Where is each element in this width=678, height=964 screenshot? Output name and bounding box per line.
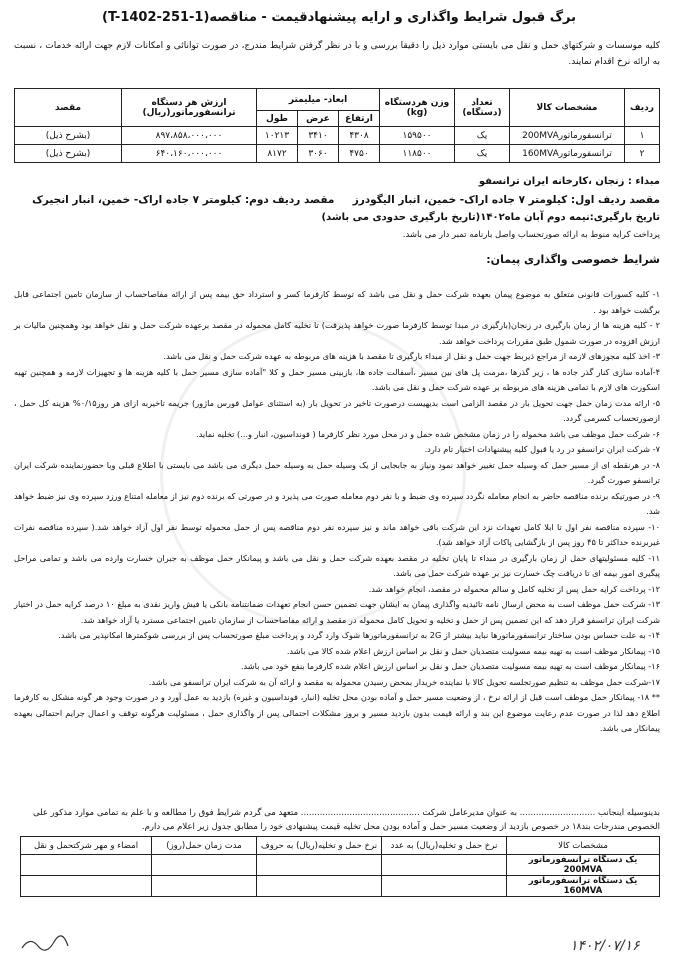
duration-field[interactable] — [152, 855, 257, 876]
destinations-line — [14, 192, 660, 208]
cell-wid: ۳۰۶۰ — [298, 145, 339, 163]
table-row — [21, 876, 660, 897]
list-item: ۱۳- شرکت حمل موظف است به محض ارسال نامه تائیدیه واگذاری پیمان به ایشان جهت تضمین حسن انجام تعهدات ضمانتنامه بانکی یا فیش واریز نقدی به مبلغ ۱۰ درصد کرایه حمل در اختیار شرکت ایران ترانسفو قرار دهد که این تضمین پس از حمل و تخلیه و تحویل کامل محموله در مقصد و ارائه مفاصاحساب از سازمان تامین اجتماعی مسترد یا آزاد خواهد شد. — [14, 599, 660, 625]
cell-spec: ترانسفورماتور200MVA — [510, 127, 625, 145]
page-title: برگ قبول شرایط واگذاری و ارایه پیشنهادقیمت - مناقصه(T-1402-251-1) — [102, 10, 576, 25]
handwritten-date: ۱۴۰۲/۰۷/۱۶ — [570, 938, 640, 954]
col-spec: مشخصات کالا — [507, 837, 660, 855]
list-item: ۳- اخذ کلیه مجوزهای لازمه از مراجع ذیربط جهت حمل و نقل از مبداء بارگیری تا مقصد با هزینه های مربوطه به عهده شرکت حمل و نقل می باشد. — [163, 351, 660, 361]
col-count: تعداد (دستگاه) — [455, 89, 510, 127]
list-item: ۱۷-شرکت حمل موظف به تنظیم صورتجلسه تحویل کالا با نماینده خریدار بمحض رسیدن محموله به مقصد و ارائه آن به شرکت ایران ترانسفو می باشد. — [148, 676, 660, 687]
origin-text: مبداء : زنجان ،کارخانه ایران ترانسفو — [478, 176, 660, 187]
cell-spec: یک دستگاه ترانسفورماتور 160MVA — [507, 876, 660, 897]
col-value: ارزش هر دستگاه ترانسفورماتور(ریال) — [122, 89, 257, 127]
col-weight: وزن هردستگاه (kg) — [380, 89, 455, 127]
destination-1: مقصد ردیف اول: کیلومتر ۷ جاده اراک- خمین، انبار الیگودرز — [352, 194, 660, 206]
col-signature: امضاء و مهر شرکتحمل و نقل — [21, 837, 152, 855]
intro-text: کلیه موسسات و شرکتهای حمل و نقل می بایستی موارد ذیل را دقیقا بررسی و با در نظر گرفتن شرایط مندرج، در صورت توانائی و امکانات لازم جهت ارائه خدمات ، نسبت به ارائه نرخ اقدام نمایند. — [14, 41, 660, 67]
list-item: ۲ - کلیه هزینه ها از زمان بارگیری در زنجان(بارگیری در مبدا توسط کارفرما صورت خواهد پذیرفت) تا تخلیه کامل محموله در مقصد برعهده شرکت حمل و نقل خواهد بود وهمچنین مالیات بر ارزش افزوده در صورت شمول طبق مقررات پرداخت خواهد شد. — [14, 320, 660, 346]
col-hgt: ارتفاع — [339, 111, 380, 127]
declaration-text: بدینوسیله اینجانب ............................ به عنوان مدیرعامل شرکت ............................................ متعهد می گردم شرایط فوق را مطالعه و با علم به تمامی موارد مذکور علی الخصوص مندرجات بند۱۸ در خصوص بازدید از وضعیت مسیر حمل و آماده بودن محل تخلیه قیمت پیشنهادی خود را مطابق جدول زیر اعلام می دارم. — [32, 808, 660, 832]
table-row — [15, 145, 660, 163]
conditions-list — [14, 287, 660, 737]
loading-date: تاریخ بارگیری:نیمه دوم آبان ماه۱۴۰۲(تاریخ بارگیری حدودی می باشد) — [321, 212, 660, 223]
cell-hgt: ۴۷۵۰ — [339, 145, 380, 163]
cell-wid: ۳۴۱۰ — [298, 127, 339, 145]
table-row — [15, 127, 660, 145]
cell-spec: ترانسفورماتور160MVA — [510, 145, 625, 163]
col-row: ردیف — [625, 89, 660, 127]
col-duration: مدت زمان حمل(روز) — [152, 837, 257, 855]
col-wid: عرض — [298, 111, 339, 127]
price-number-field[interactable] — [382, 876, 507, 897]
cell-value: ۸۹۷،۸۵۸،۰۰۰،۰۰۰ — [122, 127, 257, 145]
signature-field[interactable] — [21, 855, 152, 876]
list-item: ۴-آماده سازی کنار گذر جاده ها ، زیر گذرها ،مرمت پل های بین مسیر ،آسفالت جاده ها، بازبینی مسیر حمل و کلا "آماده سازی مسیر حمل با کلیه هزینه ها و تجهیزات لازمه و همچنین تهیه اسکورت های لازم با تمامی هزینه های مربوطه بر عهده شرکت حمل و نقل می باشد. — [14, 366, 660, 392]
special-heading: شرایط خصوصی واگذاری پیمان: — [486, 253, 660, 266]
cell-len: ۱۰۲۱۳ — [257, 127, 298, 145]
price-words-field[interactable] — [257, 855, 382, 876]
cell-value: ۶۴۰،۱۶۰،۰۰۰،۰۰۰ — [122, 145, 257, 163]
list-item: ۱۰- سپرده مناقصه نفر اول تا ابلا کامل تعهدات نزد این شرکت باقی خواهد ماند و نیز سپرده نفر دوم مناقصه پس از حمل محموله توسط نفر اول آزاد خواهد شد.( سپرده مناقصه نفرات غیربرنده حداکثر تا ۴۵ روز پس از بازگشایی پاکات آزاد خواهد شد). — [14, 521, 660, 547]
cell-count: یک — [455, 127, 510, 145]
table-row — [21, 855, 660, 876]
cell-count: یک — [455, 145, 510, 163]
cell-hgt: ۴۳۰۸ — [339, 127, 380, 145]
items-table — [14, 88, 660, 163]
signature-field[interactable] — [21, 876, 152, 897]
list-item: ۶- شرکت حمل موظف می باشد محموله را در زمان مشخص شده حمل و در محل مورد نظر کارفرما ( فونداسیون، انبار و...) تخلیه نماید. — [196, 428, 660, 439]
col-spec: مشخصات کالا — [510, 89, 625, 127]
col-len: طول — [257, 111, 298, 127]
payment-note: پرداخت کرایه منوط به ارائه صورتحساب واصل بارنامه تمبر دار می باشد. — [402, 230, 660, 240]
col-dest: مقصد — [15, 89, 122, 127]
col-dims: ابعاد- میلیمتر — [257, 89, 380, 111]
price-number-field[interactable] — [382, 855, 507, 876]
list-item: ۱۱- کلیه مسئولیتهای حمل از زمان بارگیری در مبداء تا پایان تخلیه در مقصد بعهده شرکت حمل و نقل می باشد و پیمانکار حمل موظف به جبران خسارت وارده می باشد و تمامی مراحل پیگیری امور بیمه ای تا دریافت چک خسارت نیز بر عهده شرکت حمل می باشد. — [14, 552, 660, 578]
cell-dest: (بشرح ذیل) — [15, 127, 122, 145]
list-item: ۵- ارائه مدت زمان حمل جهت تحویل بار در مقصد الزامی است بدیهیست درصورت تاخیر در تحویل بار (به استثنای عوامل فورس ماژور) جریمه تاخیربه ازای هر روز۰/۱۵% هزینه کل حمل ، ازصورتحساب کسرمی گردد. — [14, 397, 660, 423]
signature-scribble — [20, 934, 70, 952]
price-words-field[interactable] — [257, 876, 382, 897]
cell-weight: ۱۵۹۵۰۰ — [380, 127, 455, 145]
list-item: ۱۴- به علت حساس بودن ساختار ترانسفورماتورها نباید بیشتر از 2G به ترانسفورماتورها شوک وارد گردد و پرداخت مبلغ صورتحساب پس از بررسی شوکمترها امکانپذیر می باشد. — [58, 630, 660, 640]
list-item: ۱- کلیه کسورات قانونی متعلق به موضوع پیمان بعهده شرکت حمل و نقل می باشد که توسط کارفرما کسر و استرداد حق بیمه پس از ارائه مفاصاحساب از سازمان تامین اجتماعی قابل برگشت خواهد بود . — [14, 289, 660, 315]
destination-2: مقصد ردیف دوم: کیلومتر ۷ جاده اراک- خمین، انبار انجیرک — [32, 194, 335, 206]
list-item: ۹- در صورتیکه برنده مناقصه حاضر به انجام معامله نگردد سپرده وی ضبط و با نفر دوم معامله صورت می پذیرد و در صورتی که برنده دوم نیز از معامله امتناع ورزد سپرده وی نیز ضبط خواهد شد. — [14, 490, 660, 516]
cell-row: ۱ — [625, 127, 660, 145]
list-item: ۱۲- پرداخت کرایه حمل پس از تخلیه کامل و سالم محموله در مقصد، انجام خواهد شد. — [368, 583, 660, 594]
list-item: ۱۶- پیمانکار موظف است به تهیه بیمه مسولیت متصدیان حمل و نقل بر اساس ارزش اعلام شده کارفرما بنفع خود می باشد. — [240, 661, 660, 671]
col-price-number: نرخ حمل و تخلیه(ریال) به عدد — [382, 837, 507, 855]
price-table — [20, 836, 660, 897]
list-item: ** ۱۸- پیمانکار حمل موظف است قبل از ارائه نرخ ، از وضعیت مسیر حمل و آماده بودن محل تخلیه (انبار، فونداسیون و غیره) بازدید به عمل آورد و در صورت وجود هر گونه مشکل به کارفرما اطلاع دهد لذا در صورت عدم رعایت موضوع این بند و ارائه قیمت بدون بازدید مسیر و بروز مشکلات احتمالی پس از واگذاری حمل ، مسئولیت هرگونه توقف و اعمال جرایم احتمالی بعهده پیمانکار می باشد. — [14, 692, 660, 733]
cell-dest: (بشرح ذیل) — [15, 145, 122, 163]
cell-row: ۲ — [625, 145, 660, 163]
cell-weight: ۱۱۸۵۰۰ — [380, 145, 455, 163]
cell-spec: یک دستگاه ترانسفورماتور 200MVA — [507, 855, 660, 876]
col-price-words: نرخ حمل و تخلیه(ریال) به حروف — [257, 837, 382, 855]
list-item: ۸- در هرنقطه ای از مسیر حمل که وسیله حمل تغییر خواهد نمود ونیاز به جابجایی از یک وسیله حمل به وسیله حمل دیگری می باشد می بایستی با اطلاع قبلی وبا حضورنماینده شرکت ایران ترانسفو صورت گیرد. — [14, 459, 660, 485]
list-item: ۱۵- پیمانکار موظف است به تهیه بیمه مسولیت متصدیان حمل و نقل بر اساس ارزش اعلام شده کالا می باشد. — [286, 645, 660, 656]
list-item: ۷- شرکت ایران ترانسفو در رد یا قبول کلیه پیشنهادات اختیار تام دارد. — [424, 444, 660, 454]
cell-len: ۸۱۷۲ — [257, 145, 298, 163]
duration-field[interactable] — [152, 876, 257, 897]
